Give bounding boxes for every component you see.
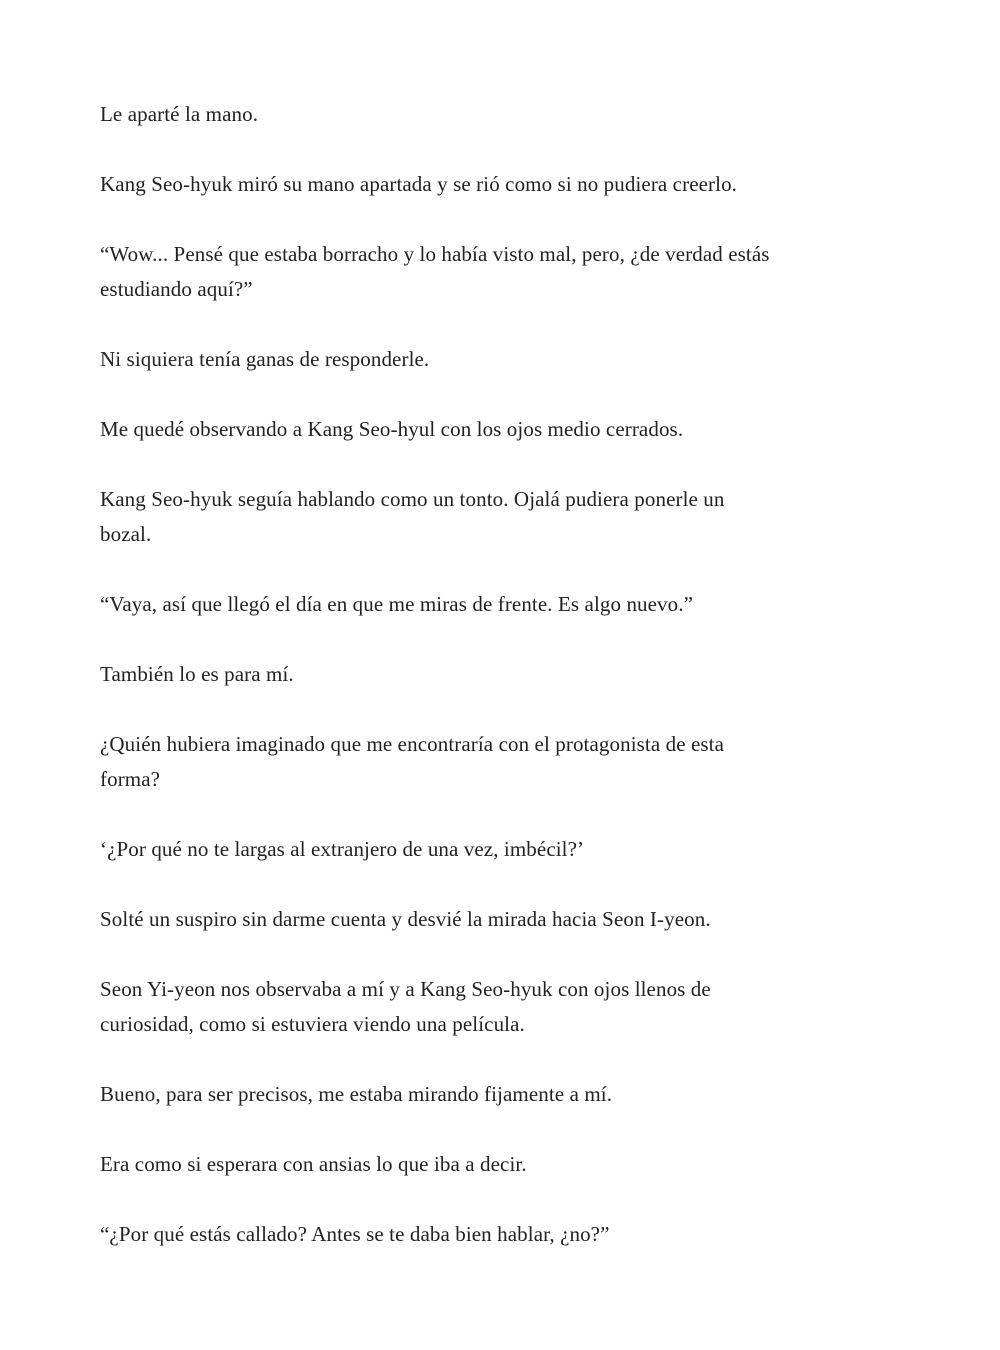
text-line: “Wow... Pensé que estaba borracho y lo había visto mal, pero, ¿de verdad estás [100,242,770,266]
document-body [100,97,920,1287]
text-line: Solté un suspiro sin darme cuenta y desvié la mirada hacia Seon I-yeon. [100,907,711,931]
text-line: bozal. [100,522,152,546]
text-line: Le aparté la mano. [100,102,259,126]
text-line: forma? [100,767,161,791]
paragraph [100,97,920,132]
paragraph [100,657,920,692]
text-line: curiosidad, como si estuviera viendo una película. [100,1012,525,1036]
paragraph [100,1077,920,1112]
paragraph [100,167,920,202]
paragraph [100,1147,920,1182]
text-line: Era como si esperara con ansias lo que iba a decir. [100,1152,527,1176]
text-line: Me quedé observando a Kang Seo-hyul con los ojos medio cerrados. [100,417,684,441]
text-line: También lo es para mí. [100,662,294,686]
text-line: ¿Quién hubiera imaginado que me encontraría con el protagonista de esta [100,732,725,756]
text-line: Kang Seo-hyuk seguía hablando como un tonto. Ojalá pudiera ponerle un [100,487,725,511]
paragraph [100,727,920,797]
paragraph [100,587,920,622]
text-line: “Vaya, así que llegó el día en que me miras de frente. Es algo nuevo.” [100,592,694,616]
text-line: estudiando aquí?” [100,277,253,301]
paragraph [100,412,920,447]
text-line: ‘¿Por qué no te largas al extranjero de una vez, imbécil?’ [100,837,585,861]
paragraph [100,832,920,867]
paragraph [100,972,920,1042]
text-line: Seon Yi-yeon nos observaba a mí y a Kang Seo-hyuk con ojos llenos de [100,977,711,1001]
paragraph [100,1217,920,1252]
text-line: Bueno, para ser precisos, me estaba mirando fijamente a mí. [100,1082,613,1106]
paragraph [100,237,920,307]
text-line: “¿Por qué estás callado? Antes se te daba bien hablar, ¿no?” [100,1222,610,1246]
paragraph [100,342,920,377]
paragraph [100,482,920,552]
paragraph [100,902,920,937]
text-line: Kang Seo-hyuk miró su mano apartada y se rió como si no pudiera creerlo. [100,172,738,196]
text-line: Ni siquiera tenía ganas de responderle. [100,347,430,371]
